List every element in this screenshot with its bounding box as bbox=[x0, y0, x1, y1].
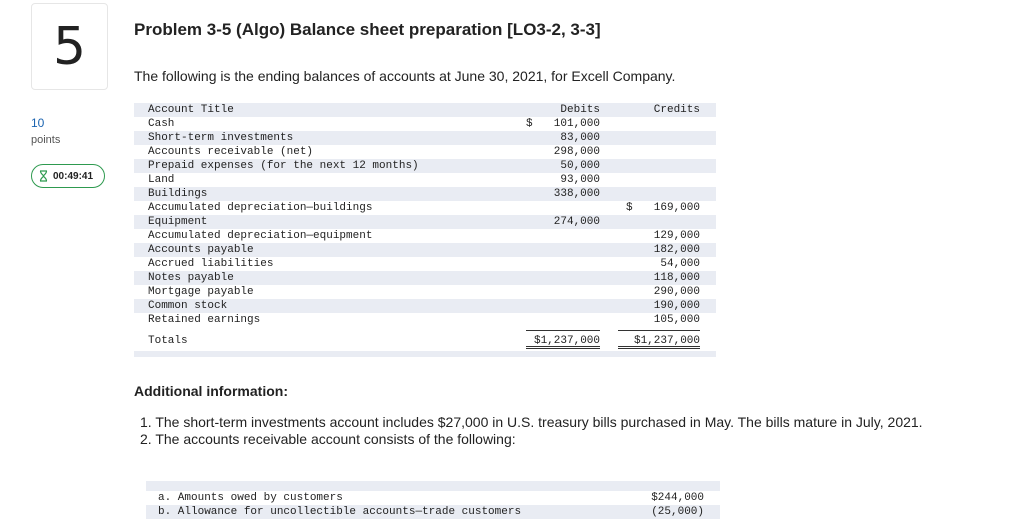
table-row bbox=[134, 131, 716, 145]
additional-info-item-2: 2. The accounts receivable account consists of the following: bbox=[140, 431, 516, 447]
table-row bbox=[134, 243, 716, 257]
debit-cell: 101,000 bbox=[553, 118, 600, 130]
receivables-value: $244,000 bbox=[651, 492, 704, 504]
table-row bbox=[134, 117, 716, 131]
account-title-cell: Buildings bbox=[148, 188, 208, 200]
account-title-cell: Accounts receivable (net) bbox=[148, 146, 314, 158]
totals-row bbox=[134, 327, 716, 351]
table-header-row bbox=[134, 103, 716, 117]
receivables-header-bar bbox=[146, 481, 720, 491]
table-row bbox=[134, 285, 716, 299]
table-row bbox=[146, 491, 720, 505]
debit-cell: 83,000 bbox=[560, 132, 600, 144]
header-credits: Credits bbox=[653, 104, 700, 116]
question-number-box bbox=[31, 3, 108, 90]
account-title-cell: Equipment bbox=[148, 216, 208, 228]
additional-info-list bbox=[140, 414, 923, 448]
account-title-cell: Land bbox=[148, 174, 175, 186]
credit-cell: 105,000 bbox=[653, 314, 700, 326]
account-title-cell: Mortgage payable bbox=[148, 286, 254, 298]
table-row bbox=[134, 229, 716, 243]
receivables-label: a. Amounts owed by customers bbox=[158, 492, 343, 504]
table-row bbox=[134, 215, 716, 229]
points-value: 10 bbox=[31, 116, 45, 130]
account-title-cell: Common stock bbox=[148, 300, 228, 312]
credit-cell: 182,000 bbox=[653, 244, 700, 256]
credit-currency-symbol: $ bbox=[626, 202, 633, 214]
debit-currency-symbol: $ bbox=[526, 118, 533, 130]
table-row bbox=[134, 187, 716, 201]
receivables-table bbox=[146, 481, 720, 529]
debit-cell: 274,000 bbox=[553, 216, 600, 228]
points-label: points bbox=[31, 134, 61, 146]
account-title-cell: Short-term investments bbox=[148, 132, 294, 144]
debit-cell: 298,000 bbox=[553, 146, 600, 158]
timer-badge[interactable] bbox=[31, 164, 105, 188]
problem-title: Problem 3-5 (Algo) Balance sheet preparation [LO3-2, 3-3] bbox=[134, 20, 601, 39]
table-row bbox=[134, 313, 716, 327]
totals-label: Totals bbox=[148, 335, 188, 347]
account-title-cell: Cash bbox=[148, 118, 175, 130]
credit-cell: 129,000 bbox=[653, 230, 700, 242]
credit-cell: 290,000 bbox=[653, 286, 700, 298]
receivables-value: (25,000) bbox=[651, 506, 704, 518]
additional-info-heading: Additional information: bbox=[134, 383, 288, 399]
table-row bbox=[134, 145, 716, 159]
account-title-cell: Accumulated depreciation—equipment bbox=[148, 230, 373, 242]
receivables-label: b. Allowance for uncollectible accounts—trade customers bbox=[158, 506, 522, 518]
account-title-cell: Notes payable bbox=[148, 272, 234, 284]
table-row bbox=[134, 173, 716, 187]
credit-cell: 190,000 bbox=[653, 300, 700, 312]
additional-info-item-1: 1. The short-term investments account includes $27,000 in U.S. treasury bills purchased in May. The bills mature in July, 2021. bbox=[140, 414, 923, 430]
timer-text: 00:49:41 bbox=[53, 170, 94, 182]
debit-cell: 338,000 bbox=[553, 188, 600, 200]
hourglass-icon bbox=[39, 170, 48, 182]
debit-cell: 93,000 bbox=[560, 174, 600, 186]
question-number: 5 bbox=[52, 16, 87, 77]
table-row bbox=[134, 257, 716, 271]
credit-cell: 118,000 bbox=[653, 272, 700, 284]
account-title-cell: Accumulated depreciation—buildings bbox=[148, 202, 373, 214]
header-debits: Debits bbox=[560, 104, 600, 116]
table-row bbox=[134, 159, 716, 173]
credit-cell: 169,000 bbox=[653, 202, 700, 214]
debit-cell: 50,000 bbox=[560, 160, 600, 172]
trial-balance-table bbox=[134, 103, 716, 357]
account-title-cell: Accrued liabilities bbox=[148, 258, 274, 270]
header-account-title: Account Title bbox=[148, 104, 234, 116]
table-row bbox=[134, 201, 716, 215]
table-row bbox=[146, 505, 720, 519]
table-bottom-bar bbox=[134, 351, 716, 357]
account-title-cell: Retained earnings bbox=[148, 314, 261, 326]
credit-cell: 54,000 bbox=[660, 258, 700, 270]
table-row bbox=[134, 299, 716, 313]
account-title-cell: Prepaid expenses (for the next 12 months) bbox=[148, 160, 419, 172]
account-title-cell: Accounts payable bbox=[148, 244, 254, 256]
totals-debit: $1,237,000 bbox=[533, 335, 600, 347]
problem-intro: The following is the ending balances of accounts at June 30, 2021, for Excell Company. bbox=[134, 68, 676, 84]
table-row bbox=[134, 271, 716, 285]
totals-credit: $1,237,000 bbox=[633, 335, 700, 347]
